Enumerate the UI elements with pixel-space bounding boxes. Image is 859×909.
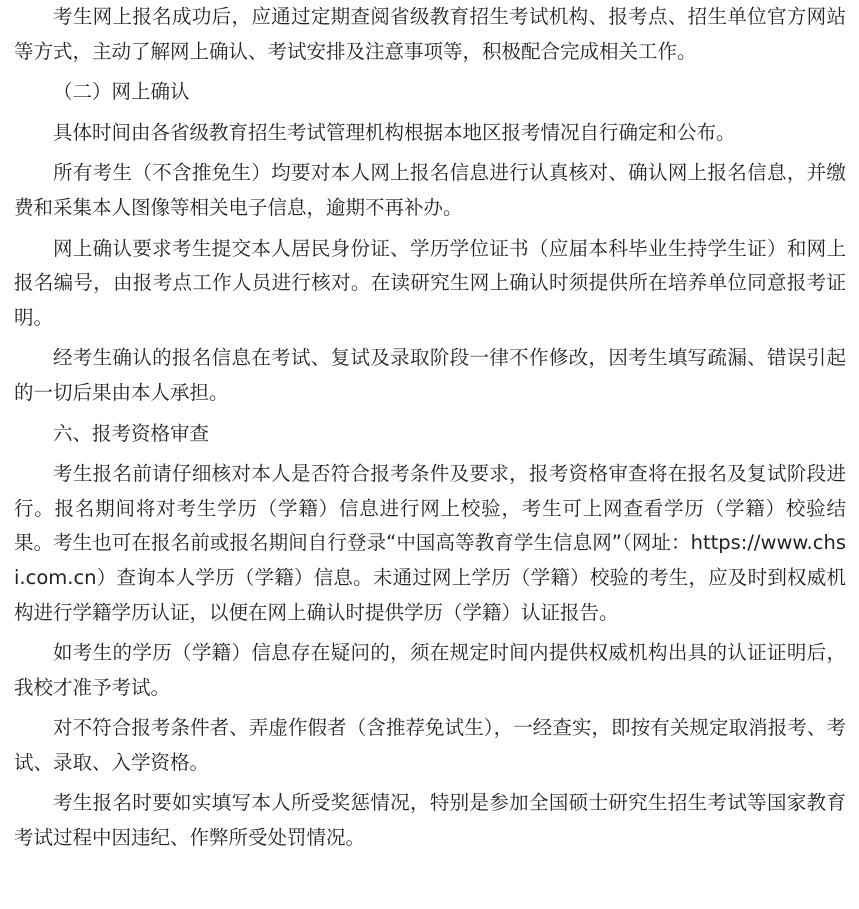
paragraph-degree-doubts: 如考生的学历（学籍）信息存在疑问的，须在规定时间内提供权威机构出具的认证证明后，我校才准予考试。 xyxy=(14,641,846,699)
section-heading-online-confirmation: （二）网上确认 xyxy=(53,80,190,104)
paragraph-confirmation-timing: 具体时间由各省级教育招生考试管理机构根据本地区报考情况自行确定和公布。 xyxy=(53,120,736,144)
paragraph-disqualification: 对不符合报考条件者、弄虚作假者（含推荐免试生），一经查实，即按有关规定取消报考、考试、录取、入学资格。 xyxy=(14,716,846,774)
paragraph-rewards-punishments: 考生报名时要如实填写本人所受奖惩情况，特别是参加全国硕士研究生招生考试等国家教育考试过程中因违纪、作弊所受处罚情况。 xyxy=(14,791,846,850)
paragraph-no-modification: 经考生确认的报名信息在考试、复试及录取阶段一律不作修改，因考生填写疏漏、错误引起的一切后果由本人承担。 xyxy=(14,346,846,404)
paragraph-eligibility-check: 考生报名前请仔细核对本人是否符合报考条件及要求，报考资格审查将在报名及复试阶段进行。报名期间将对考生学历（学籍）信息进行网上校验，考生可上网查看学历（学籍）校验结果。考生也可在报名前或报名期间自行登录“中国高等教育学生信息网”（网址：https://www.chsi.com.cn）查询本人学历（学籍）信息。未通过网上学历（学籍）校验的考生，应及时到权威机构进行学籍学历认证，以便在网上确认时提供学历（学籍）认证报告。 xyxy=(14,462,846,624)
paragraph-confirmation-all-candidates: 所有考生（不含推免生）均要对本人网上报名信息进行认真核对、确认网上报名信息，并缴费和采集本人图像等相关电子信息，逾期不再补办。 xyxy=(14,161,846,219)
document-body xyxy=(14,0,846,856)
paragraph-registration-followup: 考生网上报名成功后，应通过定期查阅省级教育招生考试机构、报考点、招生单位官方网站等方式，主动了解网上确认、考试安排及注意事项等，积极配合完成相关工作。 xyxy=(14,5,846,63)
paragraph-confirmation-documents: 网上确认要求考生提交本人居民身份证、学历学位证书（应届本科毕业生持学生证）和网上报名编号，由报考点工作人员进行核对。在读研究生网上确认时须提供所在培养单位同意报考证明。 xyxy=(14,236,846,329)
section-heading-eligibility-review: 六、报考资格审查 xyxy=(53,421,210,445)
